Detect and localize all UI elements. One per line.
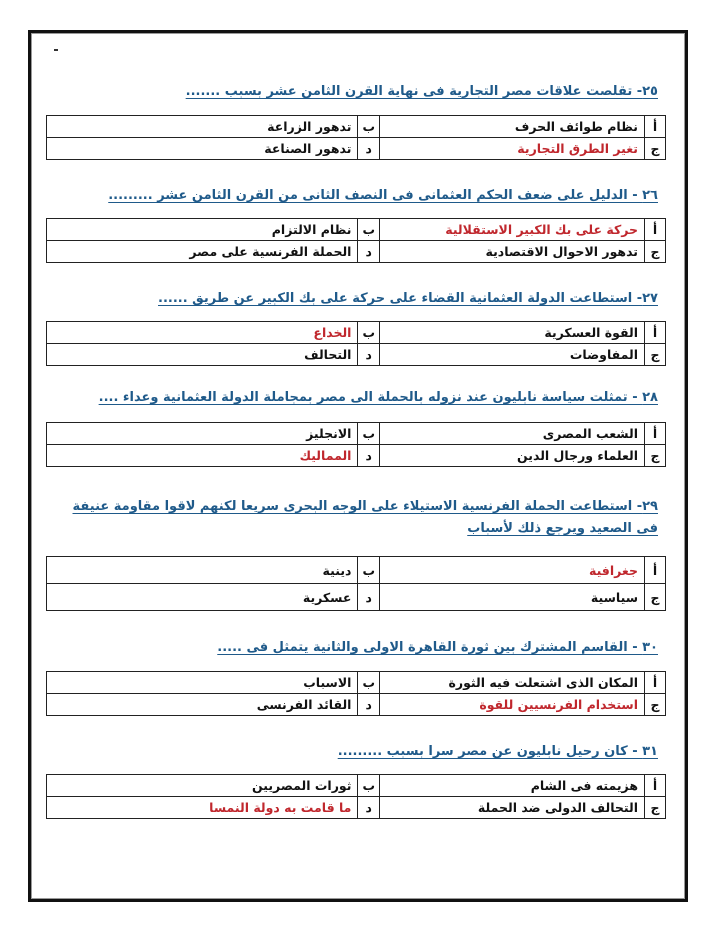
option-b[interactable]: تدهور الزراعة (47, 116, 358, 138)
option-a[interactable]: الشعب المصرى (380, 423, 645, 445)
option-letter: د (358, 344, 380, 366)
table-row (47, 116, 666, 138)
option-a-correct[interactable]: جغرافية (380, 557, 645, 584)
options-table-28 (46, 422, 666, 467)
option-letter: أ (645, 322, 666, 344)
option-c[interactable]: التحالف الدولى ضد الحملة (380, 797, 645, 819)
option-letter: ج (645, 797, 666, 819)
option-letter: ب (358, 672, 380, 694)
option-c-correct[interactable]: استخدام الفرنسيين للقوة (380, 694, 645, 716)
options-table-26 (46, 218, 666, 263)
option-letter: ب (358, 116, 380, 138)
question-30: ٣٠ - القاسم المشترك بين ثورة القاهرة الاولى والثانية يتمثل فى ..... (217, 640, 658, 655)
option-letter: د (358, 584, 380, 611)
option-b-correct[interactable]: الخداع (47, 322, 358, 344)
option-d[interactable]: القائد الفرنسى (47, 694, 358, 716)
question-31: ٣١ - كان رحيل نابليون عن مصر سرا بسبب ......... (337, 744, 658, 759)
question-29: ٢٩- استطاعت الحملة الفرنسية الاستيلاء على الوجه البحرى سريعا لكنهم لاقوا مقاومة عنيفة فى الصعيد ويرجع ذلك لأسباب (72, 499, 658, 536)
option-b[interactable]: الانجليز (47, 423, 358, 445)
stray-mark (54, 49, 58, 51)
option-letter: ب (358, 557, 380, 584)
option-c[interactable]: العلماء ورجال الدين (380, 445, 645, 467)
question-28: ٢٨ - تمثلت سياسة نابليون عند نزوله بالحملة الى مصر بمجاملة الدولة العثمانية وعداء .... (98, 390, 658, 405)
options-table-27 (46, 321, 666, 366)
options-table-25 (46, 115, 666, 160)
option-letter: ب (358, 775, 380, 797)
table-row (47, 797, 666, 819)
option-b[interactable]: دينية (47, 557, 358, 584)
options-table-30 (46, 671, 666, 716)
option-letter: ج (645, 344, 666, 366)
option-letter: ج (645, 584, 666, 611)
option-d[interactable]: التحالف (47, 344, 358, 366)
table-row (47, 322, 666, 344)
table-row (47, 219, 666, 241)
option-b[interactable]: ثورات المصريين (47, 775, 358, 797)
option-a-correct[interactable]: حركة على بك الكبير الاستقلالية (380, 219, 645, 241)
option-a[interactable]: هزيمته فى الشام (380, 775, 645, 797)
question-27: ٢٧- استطاعت الدولة العثمانية القضاء على حركة على بك الكبير عن طريق ...... (158, 291, 658, 306)
option-b[interactable]: نظام الالتزام (47, 219, 358, 241)
table-row (47, 557, 666, 584)
option-d[interactable]: تدهور الصناعة (47, 138, 358, 160)
option-letter: أ (645, 423, 666, 445)
option-letter: د (358, 445, 380, 467)
option-letter: ج (645, 694, 666, 716)
option-letter: ج (645, 241, 666, 263)
option-a[interactable]: المكان الذى اشتعلت فيه الثورة (380, 672, 645, 694)
option-c-correct[interactable]: تغير الطرق التجارية (380, 138, 645, 160)
option-letter: أ (645, 775, 666, 797)
options-table-31 (46, 774, 666, 819)
option-letter: د (358, 138, 380, 160)
table-row (47, 344, 666, 366)
option-d-correct[interactable]: ما قامت به دولة النمسا (47, 797, 358, 819)
option-letter: ج (645, 138, 666, 160)
option-b[interactable]: الاسباب (47, 672, 358, 694)
option-d[interactable]: عسكرية (47, 584, 358, 611)
option-letter: ب (358, 219, 380, 241)
table-row (47, 584, 666, 611)
table-row (47, 423, 666, 445)
question-26: ٢٦ - الدليل على ضعف الحكم العثمانى فى النصف الثانى من القرن الثامن عشر ......... (108, 188, 658, 203)
table-row (47, 445, 666, 467)
option-a[interactable]: نظام طوائف الحرف (380, 116, 645, 138)
option-letter: د (358, 241, 380, 263)
table-row (47, 672, 666, 694)
option-letter: ب (358, 423, 380, 445)
option-a[interactable]: القوة العسكرية (380, 322, 645, 344)
option-c[interactable]: المفاوضات (380, 344, 645, 366)
option-c[interactable]: سياسية (380, 584, 645, 611)
options-table-29 (46, 556, 666, 611)
option-letter: أ (645, 557, 666, 584)
question-25: ٢٥- تقلصت علاقات مصر التجارية فى نهاية القرن الثامن عشر بسبب ....... (185, 84, 658, 99)
option-letter: د (358, 797, 380, 819)
option-letter: أ (645, 219, 666, 241)
table-row (47, 775, 666, 797)
option-letter: ب (358, 322, 380, 344)
option-letter: أ (645, 116, 666, 138)
option-c[interactable]: تدهور الاحوال الاقتصادية (380, 241, 645, 263)
table-row (47, 694, 666, 716)
table-row (47, 241, 666, 263)
option-letter: د (358, 694, 380, 716)
option-d[interactable]: الحملة الفرنسية على مصر (47, 241, 358, 263)
table-row (47, 138, 666, 160)
option-letter: أ (645, 672, 666, 694)
option-letter: ج (645, 445, 666, 467)
option-d-correct[interactable]: المماليك (47, 445, 358, 467)
